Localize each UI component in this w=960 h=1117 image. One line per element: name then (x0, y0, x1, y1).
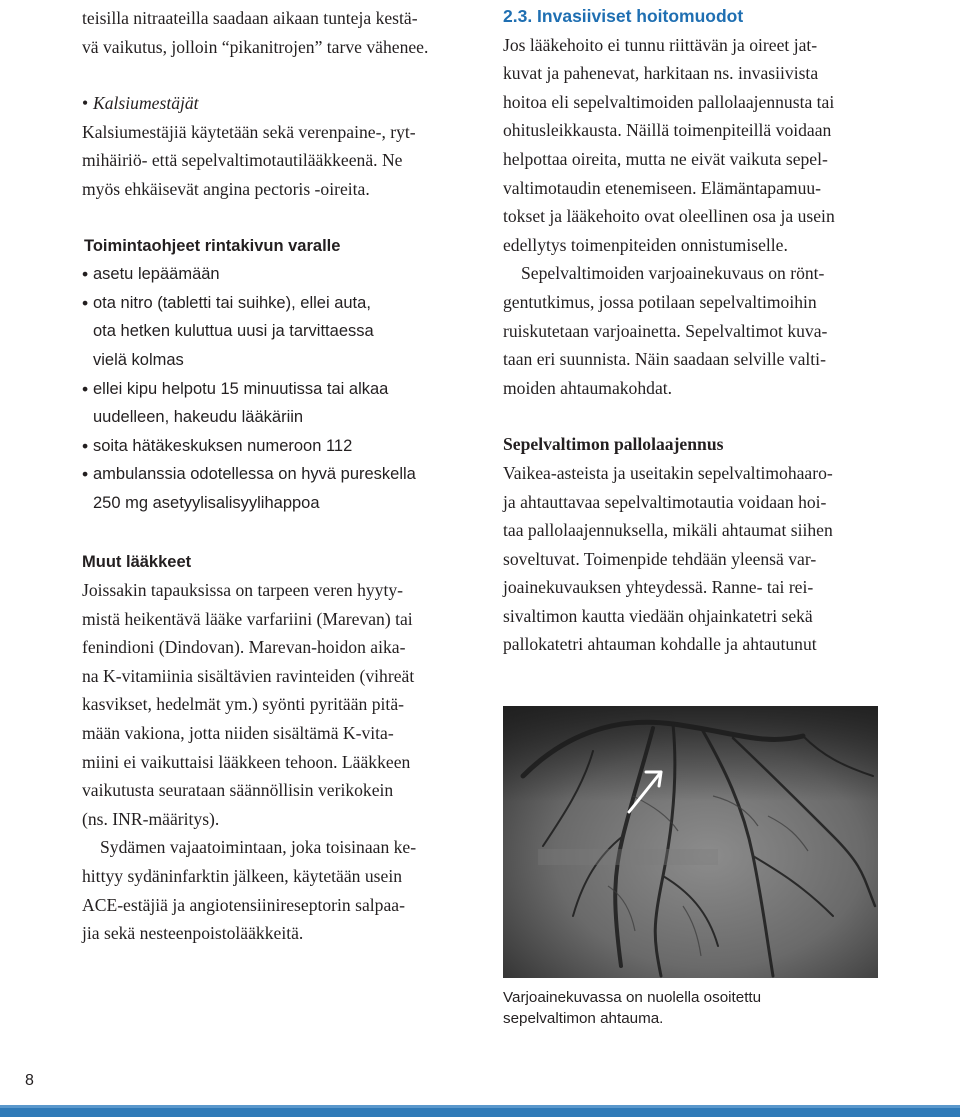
other-meds-heading: Muut lääkkeet (82, 552, 192, 571)
list-item: • asetu lepäämään (82, 260, 466, 289)
angiogram-graphic (503, 706, 878, 978)
calcium-blockers-title: Kalsiumestäjät (93, 93, 199, 114)
bullet-dot: • (82, 292, 89, 313)
calcium-blockers-item (82, 89, 466, 118)
list-item: • soita hätäkeskuksen numeroon 112 (82, 432, 466, 461)
balloon-heading: Sepelvaltimon pallolaajennus (503, 434, 724, 455)
footer-band (0, 1105, 960, 1117)
list-item: • ota nitro (tabletti tai suihke), ellei auta, ota hetken kuluttua uusi ja tarvittaessa vielä kolmas (82, 289, 466, 375)
invasive-paragraph-1: Jos lääkehoito ei tunnu riittävän ja oireet jat- kuvat ja pahenevat, harkitaan ns. invasiivista hoitoa eli sepelvaltimoiden pallolaajennusta tai ohitusleikkausta. Näillä toimenpiteillä voidaan helpottaa oireita, mutta ne eivät vaikuta sepel- valtimotaudin etenemiseen. Elämäntapamuu- tokset ja lääkehoito ovat oleellinen osa ja usein edellytys toimenpiteiden onnistumiselle. (503, 34, 835, 255)
balloon-text: Vaikea-asteista ja useitakin sepelvaltimohaaro- ja ahtauttavaa sepelvaltimotautia voidaan hoi- taa pallolaajennuksella, mikäli ahtaumat siihen soveltuvat. Toimenpide tehdään yleensä var- joainekuvauksen yhteydessä. Ranne- tai rei- sivaltimon kautta viedään ohjainkatetri sekä pallokatetri ahtauman kohdalle ja ahtautunut (503, 462, 833, 655)
other-meds-paragraph-1: Joissakin tapauksissa on tarpeen veren hyyty- mistä heikentävä lääke varfariini (Marevan) tai fenindioni (Dindovan). Marevan-hoidon aika- na K-vitamiinia sisältävien ravinteiden (vihreät kasvikset, hedelmät ym.) syönti pyritään pitä- mään vakiona, jotta niiden sisältämä K-vita- miini ei vaikuttaisi lääkkeen tehoon. Lääkkeen vaikutusta seurataan säännöllisin verikokein (ns. INR-määritys). (82, 580, 415, 829)
calcium-blockers-text: Kalsiumestäjiä käytetään sekä verenpaine-, ryt- mihäiriö- että sepelvaltimotautilääkkeenä. Ne myös ehkäisevät angina pectoris -oireita. (82, 121, 416, 199)
other-meds-paragraph-2: Sydämen vajaatoimintaan, joka toisinaan ke- hittyy sydäninfarktin jälkeen, käytetään usein ACE-estäjiä ja angiotensiinireseptorin salpaa- jia sekä nesteenpoistolääkkeitä. (82, 837, 417, 944)
list-item: • ellei kipu helpotu 15 minuutissa tai alkaa uudelleen, hakeudu lääkäriin (82, 375, 466, 432)
right-column (503, 2, 888, 659)
section-heading: 2.3. Invasiiviset hoitomuodot (503, 6, 744, 26)
intro-text: teisilla nitraateilla saadaan aikaan tunteja kestä- vä vaikutus, jolloin “pikanitrojen” tarve vähenee. (82, 8, 429, 57)
bullet-dot: • (82, 264, 89, 285)
list-item: • ambulanssia odotellessa on hyvä pureskella 250 mg asetyylisalisyylihappoa (82, 460, 466, 517)
bullet-dot: • (82, 435, 89, 456)
chest-pain-heading: Toimintaohjeet rintakivun varalle (84, 236, 341, 255)
chest-pain-list (82, 260, 466, 517)
bullet-dot: • (82, 464, 89, 485)
angiogram-image (503, 706, 878, 978)
bullet-dot: • (82, 378, 89, 399)
invasive-paragraph-2: Sepelvaltimoiden varjoainekuvaus on rönt- gentutkimus, jossa potilaan sepelvaltimoihin ruiskutetaan varjoainetta. Sepelvaltimot kuva- taan eri suunnista. Näin saadaan selville valti- moiden ahtaumakohdat. (503, 263, 828, 398)
left-column (82, 4, 466, 948)
figure-caption: Varjoainekuvassa on nuolella osoitettu sepelvaltimon ahtauma. (503, 989, 762, 1027)
bullet-dot: • (82, 93, 89, 114)
page-number: 8 (25, 1072, 34, 1089)
